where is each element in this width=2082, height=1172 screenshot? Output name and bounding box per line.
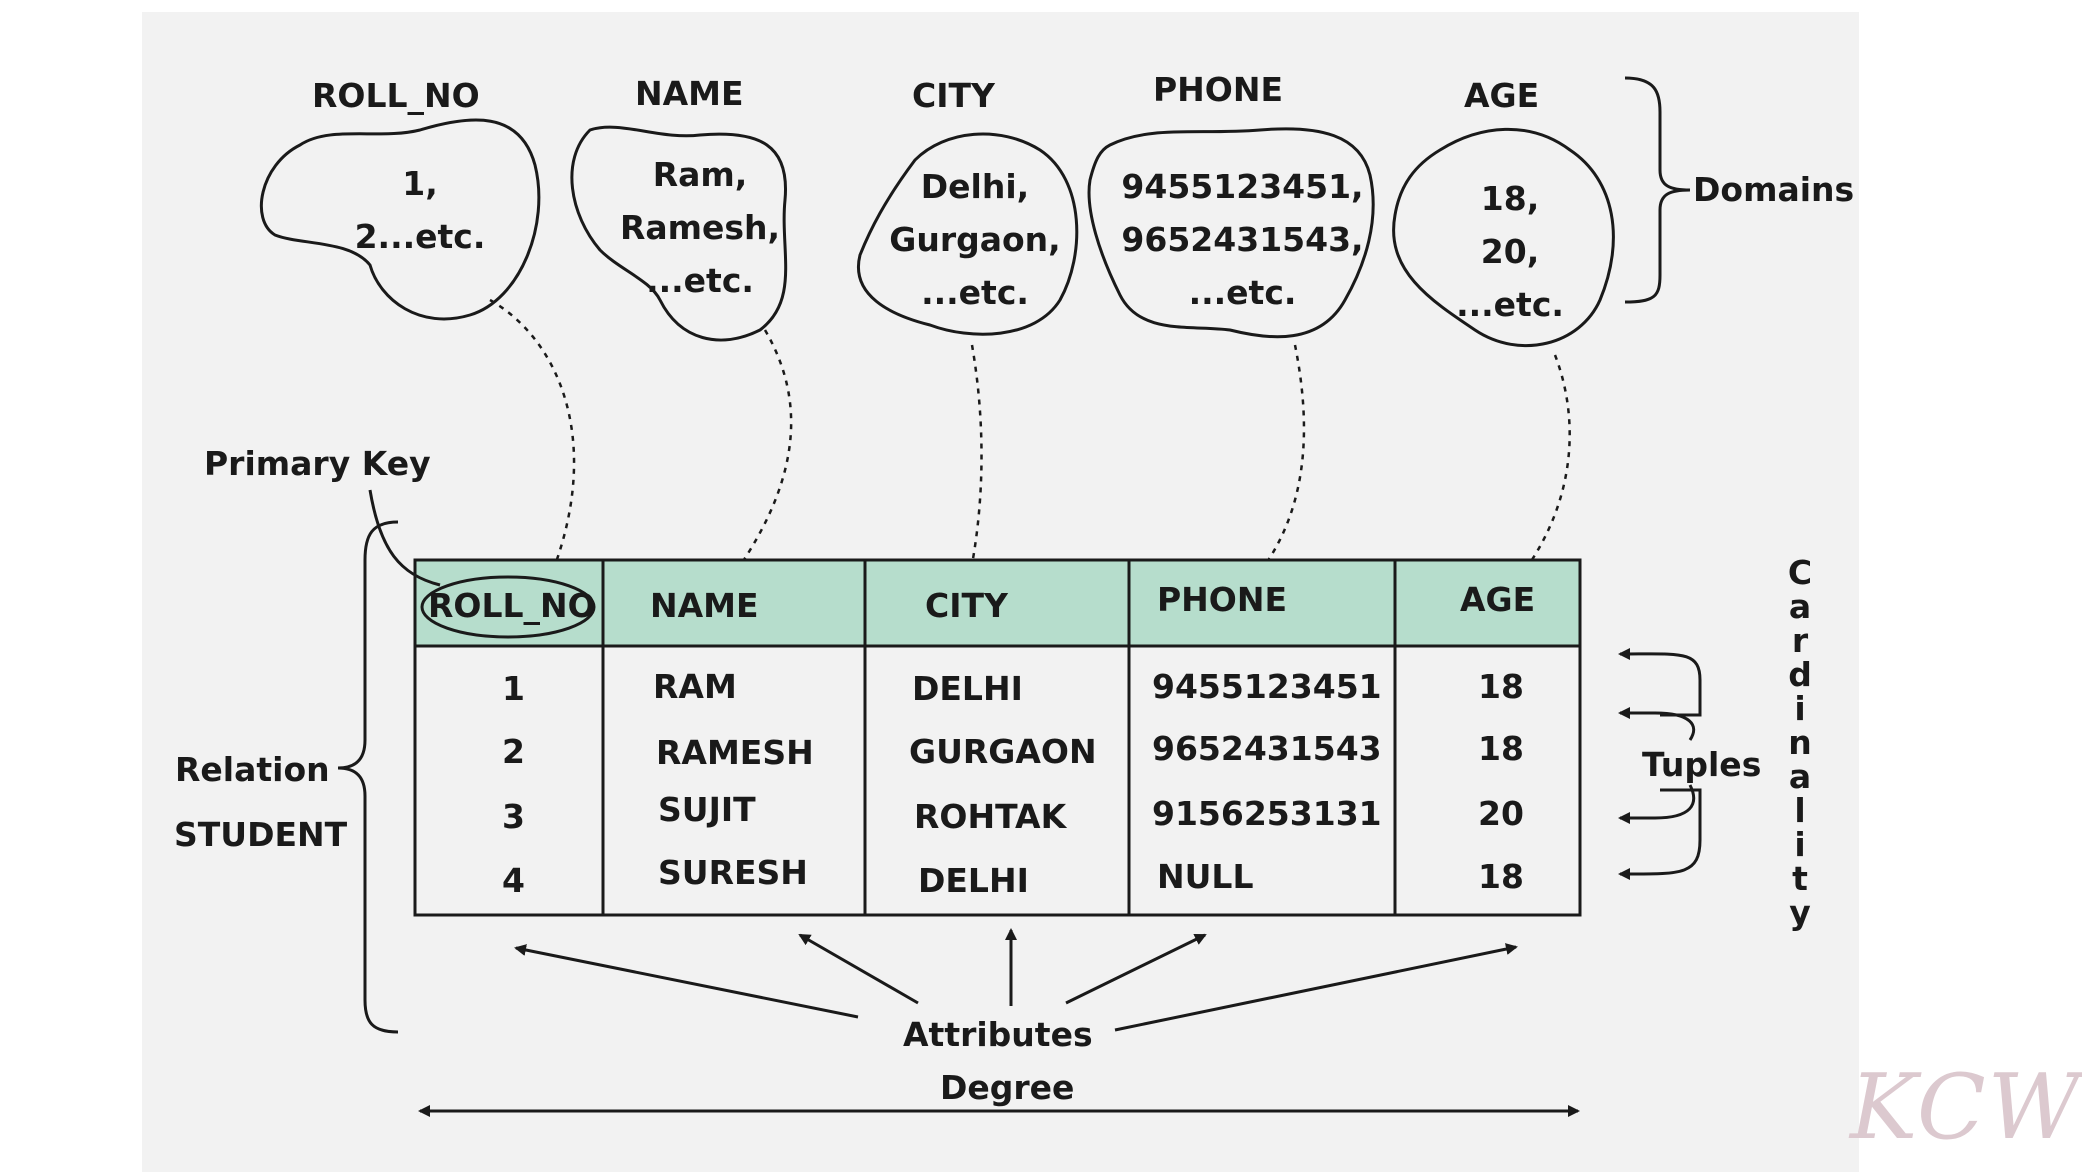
tuple-arrow-4 bbox=[1620, 790, 1700, 874]
attr-arrow-age bbox=[1115, 947, 1516, 1030]
attr-arrow-roll-no bbox=[516, 948, 858, 1017]
cell-r1-roll-no: 1 bbox=[502, 669, 525, 708]
cell-r4-name: SURESH bbox=[658, 853, 808, 892]
connector-city bbox=[970, 345, 982, 575]
cell-r1-name: RAM bbox=[653, 667, 737, 706]
header-age: AGE bbox=[1460, 580, 1536, 619]
connector-roll-no bbox=[490, 300, 574, 565]
cell-r2-phone: 9652431543 bbox=[1152, 729, 1382, 768]
tuples-label: Tuples bbox=[1642, 745, 1762, 784]
domain-values-city: Delhi, Gurgaon, ...etc. bbox=[889, 167, 1061, 312]
domain-values-name: Ram, Ramesh, ...etc. bbox=[619, 155, 781, 300]
cell-r2-roll-no: 2 bbox=[502, 732, 525, 771]
domain-title-name: NAME bbox=[635, 74, 744, 113]
attr-arrow-phone bbox=[1066, 935, 1205, 1003]
cell-r2-city: GURGAON bbox=[909, 732, 1097, 771]
cell-r3-phone: 9156253131 bbox=[1152, 794, 1382, 833]
domain-title-phone: PHONE bbox=[1153, 70, 1284, 109]
domain-title-roll-no: ROLL_NO bbox=[312, 76, 480, 115]
domain-values-phone: 9455123451, 9652431543, ...etc. bbox=[1121, 167, 1364, 312]
primary-key-label: Primary Key bbox=[204, 444, 431, 483]
degree-label: Degree bbox=[940, 1068, 1075, 1107]
domains-label: Domains bbox=[1693, 170, 1855, 209]
connector-phone bbox=[1265, 345, 1304, 565]
header-roll-no: ROLL_NO bbox=[428, 586, 596, 625]
cell-r4-city: DELHI bbox=[918, 861, 1029, 900]
attr-arrow-name bbox=[800, 935, 918, 1003]
header-city: CITY bbox=[925, 586, 1008, 625]
student-label: STUDENT bbox=[174, 815, 348, 854]
cell-r4-roll-no: 4 bbox=[502, 861, 525, 900]
tuple-arrow-1 bbox=[1620, 654, 1700, 715]
cardinality-label: C a r d i n a l i t y bbox=[1787, 553, 1813, 932]
cell-r3-age: 20 bbox=[1478, 794, 1524, 833]
cell-r3-name: SUJIT bbox=[658, 790, 756, 829]
cell-r1-phone: 9455123451 bbox=[1152, 667, 1382, 706]
cell-r2-age: 18 bbox=[1478, 729, 1524, 768]
cell-r1-age: 18 bbox=[1478, 667, 1524, 706]
domains-brace bbox=[1625, 78, 1690, 302]
cell-r4-phone: NULL bbox=[1157, 857, 1254, 896]
domain-values-roll-no: 1, 2...etc. bbox=[354, 164, 486, 256]
header-name: NAME bbox=[650, 586, 759, 625]
cell-r3-city: ROHTAK bbox=[914, 797, 1067, 836]
relation-brace bbox=[338, 522, 398, 1032]
domain-connectors bbox=[490, 300, 1570, 580]
connector-name bbox=[730, 330, 791, 580]
cell-r3-roll-no: 3 bbox=[502, 797, 525, 836]
domain-title-city: CITY bbox=[912, 76, 995, 115]
cell-r1-city: DELHI bbox=[912, 669, 1023, 708]
attributes-label: Attributes bbox=[903, 1015, 1093, 1054]
watermark-logo: KCW bbox=[1850, 1055, 2082, 1160]
domain-values-age: 18, 20, ...etc. bbox=[1456, 179, 1564, 324]
domain-title-age: AGE bbox=[1464, 76, 1540, 115]
connector-age bbox=[1525, 355, 1570, 570]
tuple-arrow-2 bbox=[1620, 713, 1694, 740]
relation-label: Relation bbox=[175, 750, 330, 789]
cell-r4-age: 18 bbox=[1478, 857, 1524, 896]
cell-r2-name: RAMESH bbox=[656, 733, 814, 772]
header-phone: PHONE bbox=[1157, 580, 1288, 619]
